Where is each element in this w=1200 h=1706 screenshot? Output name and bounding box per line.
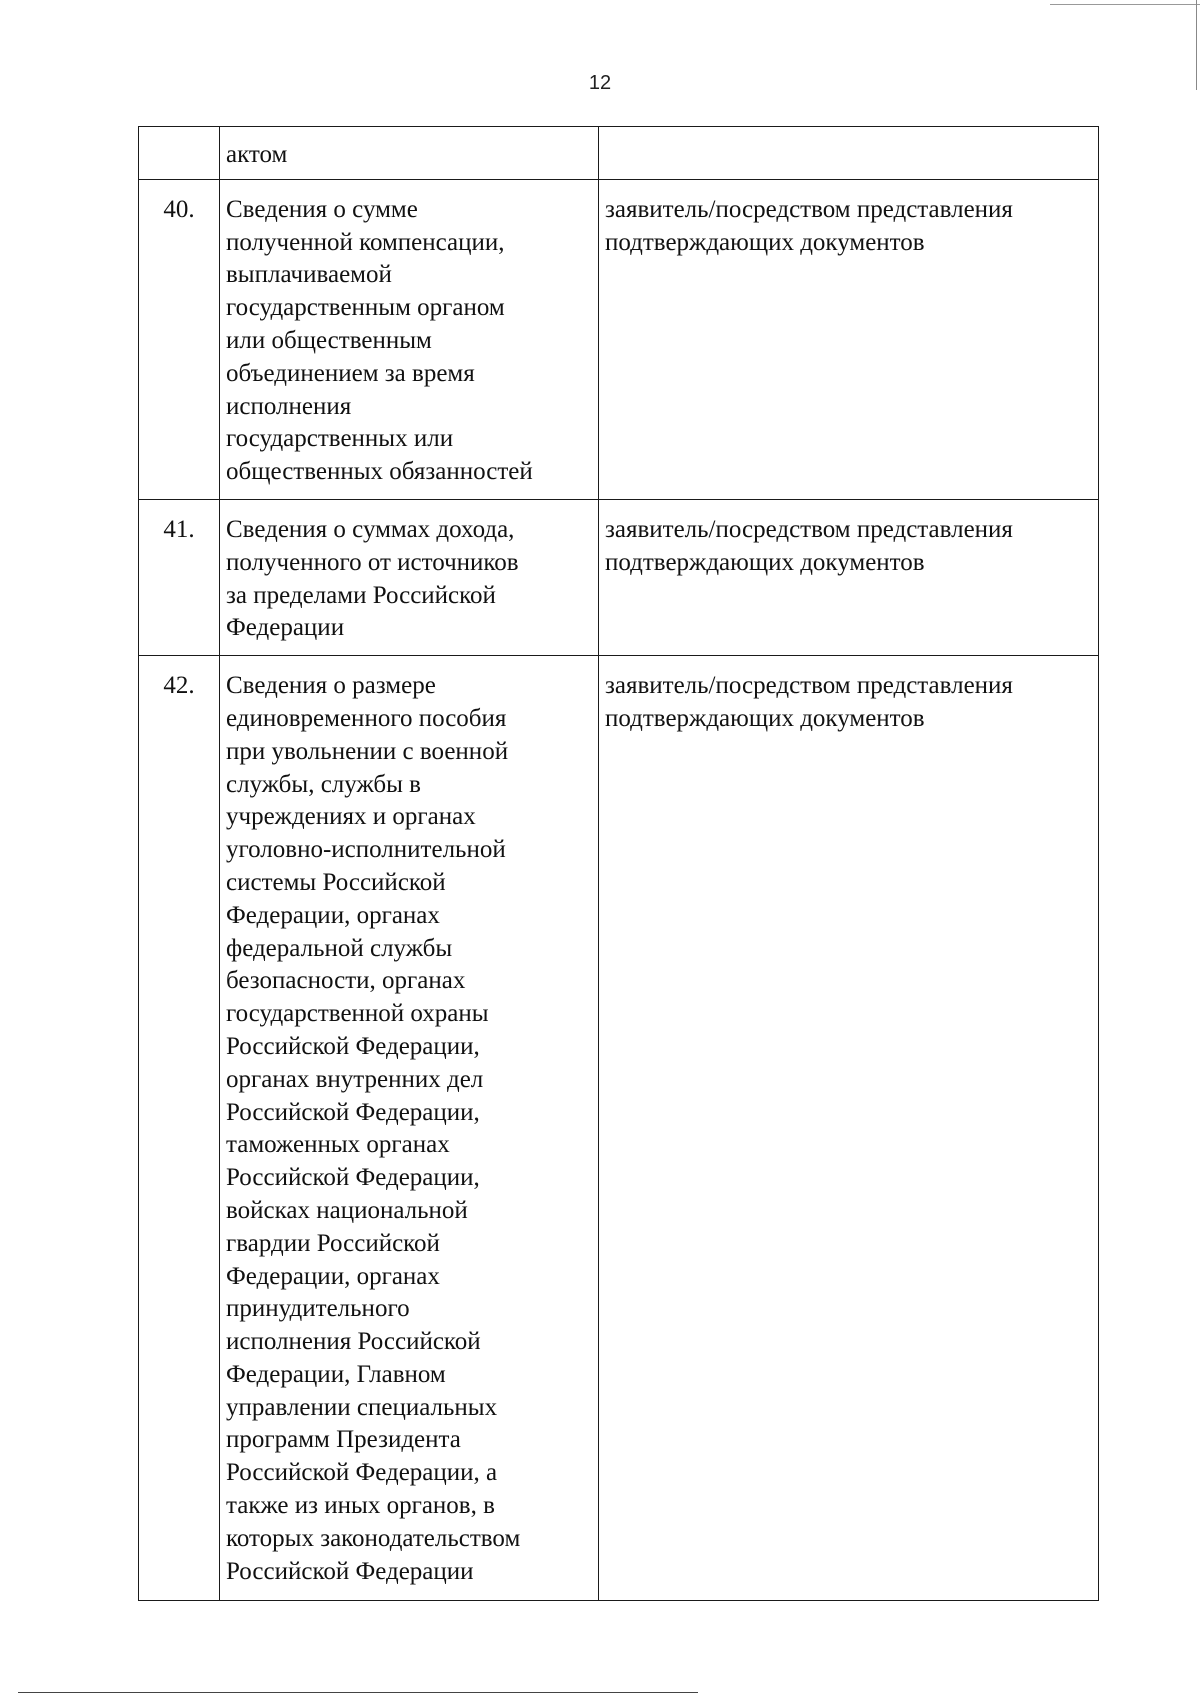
table-row-40 — [139, 179, 1099, 499]
row-info: Сведения о суммах дохода, полученного от источников за пределами Российской Федерации — [220, 499, 599, 655]
row-source — [599, 127, 1099, 180]
row-info: актом — [220, 127, 599, 180]
row-source: заявитель/посредством представления подтверждающих документов — [599, 656, 1099, 1601]
row-number: 41. — [139, 499, 220, 655]
row-number: 40. — [139, 179, 220, 499]
row-source: заявитель/посредством представления подтверждающих документов — [599, 179, 1099, 499]
page-number: 12 — [588, 72, 612, 94]
scan-edge-bottom — [18, 1692, 698, 1693]
row-number: 42. — [139, 656, 220, 1601]
row-source: заявитель/посредством представления подтверждающих документов — [599, 499, 1099, 655]
row-number — [139, 127, 220, 180]
table-row-42 — [139, 656, 1099, 1601]
row-info: Сведения о сумме полученной компенсации, выплачиваемой государственным органом или общественным объединением за время исполнения государственных или общественных обязанностей — [220, 179, 599, 499]
row-info: Сведения о размере единовременного пособия при увольнении с военной службы, службы в учреждениях и органах уголовно-исполнительной системы Российской Федерации, органах федеральной службы безопасности, органах государственной охраны Российской Федерации, органах внутренних дел Российской Федерации, таможенных органах Российской Федерации, войсках национальной гвардии Российской Федерации, органах принудительного исполнения Российской Федерации, Главном управлении специальных программ Президента Российской Федерации, а также из иных органов, в которых законодательством Российской Федерации — [220, 656, 599, 1601]
table-row-continuation — [139, 127, 1099, 180]
table-row-41 — [139, 499, 1099, 655]
scan-edge-top — [1050, 4, 1200, 5]
document-table — [138, 126, 1099, 1601]
